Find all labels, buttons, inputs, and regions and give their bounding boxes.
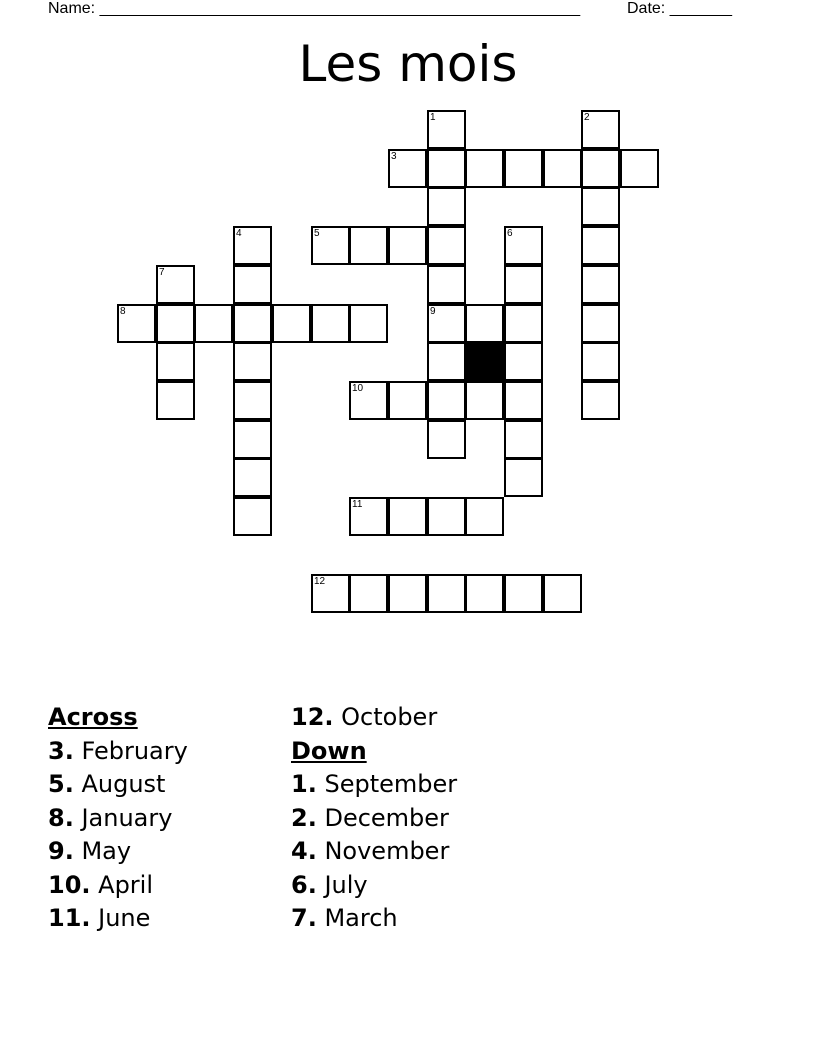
crossword-cell[interactable] xyxy=(581,149,620,188)
crossword-cell[interactable] xyxy=(388,574,427,613)
crossword-cell[interactable] xyxy=(581,342,620,381)
crossword-cell[interactable] xyxy=(581,187,620,226)
crossword-cell[interactable] xyxy=(427,149,466,188)
clue-item: 10. April xyxy=(48,870,153,899)
crossword-cell[interactable] xyxy=(427,187,466,226)
clue-item: 6. July xyxy=(291,870,368,899)
name-label: Name: ______________________________________________________ xyxy=(48,0,581,17)
crossword-cell[interactable] xyxy=(504,458,543,497)
across-heading: Across xyxy=(48,703,138,731)
crossword-cell[interactable] xyxy=(465,149,504,188)
clue-item: 7. March xyxy=(291,904,398,932)
clue-number: 11 xyxy=(352,499,363,510)
crossword-cell[interactable] xyxy=(504,574,543,613)
crossword-cell[interactable] xyxy=(504,342,543,381)
crossword-cell[interactable] xyxy=(272,304,311,343)
crossword-cell[interactable] xyxy=(543,149,582,188)
crossword-cell[interactable] xyxy=(465,497,504,536)
crossword-cell[interactable] xyxy=(427,574,466,613)
crossword-cell[interactable] xyxy=(581,110,620,149)
clue-item: 2. December xyxy=(291,803,449,832)
crossword-cell[interactable] xyxy=(504,381,543,420)
crossword-cell[interactable] xyxy=(388,381,427,420)
crossword-cell[interactable] xyxy=(427,342,466,381)
crossword-cell[interactable] xyxy=(233,342,272,381)
clue-number: 10 xyxy=(352,383,364,394)
crossword-cell[interactable] xyxy=(156,381,195,420)
clue-number: 4 xyxy=(236,228,242,239)
crossword-cell[interactable] xyxy=(349,226,388,265)
clue-item: 8. January xyxy=(48,803,173,832)
clue-number: 6 xyxy=(507,228,513,239)
crossword-cell[interactable] xyxy=(427,497,466,536)
crossword-cell[interactable] xyxy=(427,110,466,149)
crossword-cell[interactable] xyxy=(427,381,466,420)
crossword-cell[interactable] xyxy=(117,304,156,343)
clue-item: 12. October xyxy=(291,703,438,731)
crossword-cell[interactable] xyxy=(156,265,195,304)
crossword-cell[interactable] xyxy=(233,458,272,497)
clue-number: 5 xyxy=(314,228,320,239)
crossword-cell[interactable] xyxy=(156,342,195,381)
clue-item: 3. February xyxy=(48,736,188,765)
crossword-cell[interactable] xyxy=(233,265,272,304)
crossword-cell[interactable] xyxy=(465,381,504,420)
crossword-cell[interactable] xyxy=(581,265,620,304)
crossword-cell[interactable] xyxy=(504,304,543,343)
clue-number: 7 xyxy=(159,267,165,278)
clue-number: 2 xyxy=(584,112,590,123)
clue-number: 12 xyxy=(314,576,326,587)
crossword-cell[interactable] xyxy=(543,574,582,613)
clues-column-1 xyxy=(48,701,278,936)
crossword-cell[interactable] xyxy=(504,149,543,188)
crossword-cell[interactable] xyxy=(388,497,427,536)
crossword-cell[interactable] xyxy=(311,304,350,343)
date-label: Date: _______ xyxy=(627,0,732,17)
crossword-cell[interactable] xyxy=(233,226,272,265)
crossword-cell[interactable] xyxy=(427,304,466,343)
crossword-cell[interactable] xyxy=(349,304,388,343)
clue-item: 9. May xyxy=(48,837,132,865)
crossword-cell[interactable] xyxy=(581,381,620,420)
crossword-cell[interactable] xyxy=(581,304,620,343)
crossword-cell[interactable] xyxy=(388,226,427,265)
crossword-cell[interactable] xyxy=(156,304,195,343)
crossword-cell[interactable] xyxy=(194,304,233,343)
clue-number: 1 xyxy=(430,112,436,123)
clue-item: 1. September xyxy=(291,770,458,798)
clue-number: 9 xyxy=(430,306,436,317)
crossword-cell[interactable] xyxy=(233,304,272,343)
crossword-cell[interactable] xyxy=(349,497,388,536)
clue-item: 4. November xyxy=(291,837,450,865)
clue-item: 11. June xyxy=(48,904,151,932)
crossword-cell[interactable] xyxy=(465,304,504,343)
crossword-cell[interactable] xyxy=(349,381,388,420)
crossword-cell[interactable] xyxy=(581,226,620,265)
crossword-cell[interactable] xyxy=(504,226,543,265)
clue-number: 8 xyxy=(120,306,126,317)
crossword-cell[interactable] xyxy=(465,574,504,613)
crossword-cell[interactable] xyxy=(233,497,272,536)
crossword-cell[interactable] xyxy=(311,226,350,265)
crossword-cell[interactable] xyxy=(388,149,427,188)
crossword-cell[interactable] xyxy=(427,265,466,304)
crossword-cell[interactable] xyxy=(427,226,466,265)
crossword-block-cell xyxy=(465,342,504,381)
crossword-cell[interactable] xyxy=(504,420,543,459)
crossword-cell[interactable] xyxy=(504,265,543,304)
crossword-cell[interactable] xyxy=(233,381,272,420)
clue-number: 3 xyxy=(391,151,397,162)
crossword-cell[interactable] xyxy=(427,420,466,459)
crossword-cell[interactable] xyxy=(311,574,350,613)
crossword-cell[interactable] xyxy=(349,574,388,613)
crossword-cell[interactable] xyxy=(620,149,659,188)
clues-column-2 xyxy=(291,701,591,936)
clue-item: 5. August xyxy=(48,770,166,798)
page-title: Les mois xyxy=(298,35,518,93)
crossword-cell[interactable] xyxy=(233,420,272,459)
down-heading: Down xyxy=(291,736,367,765)
